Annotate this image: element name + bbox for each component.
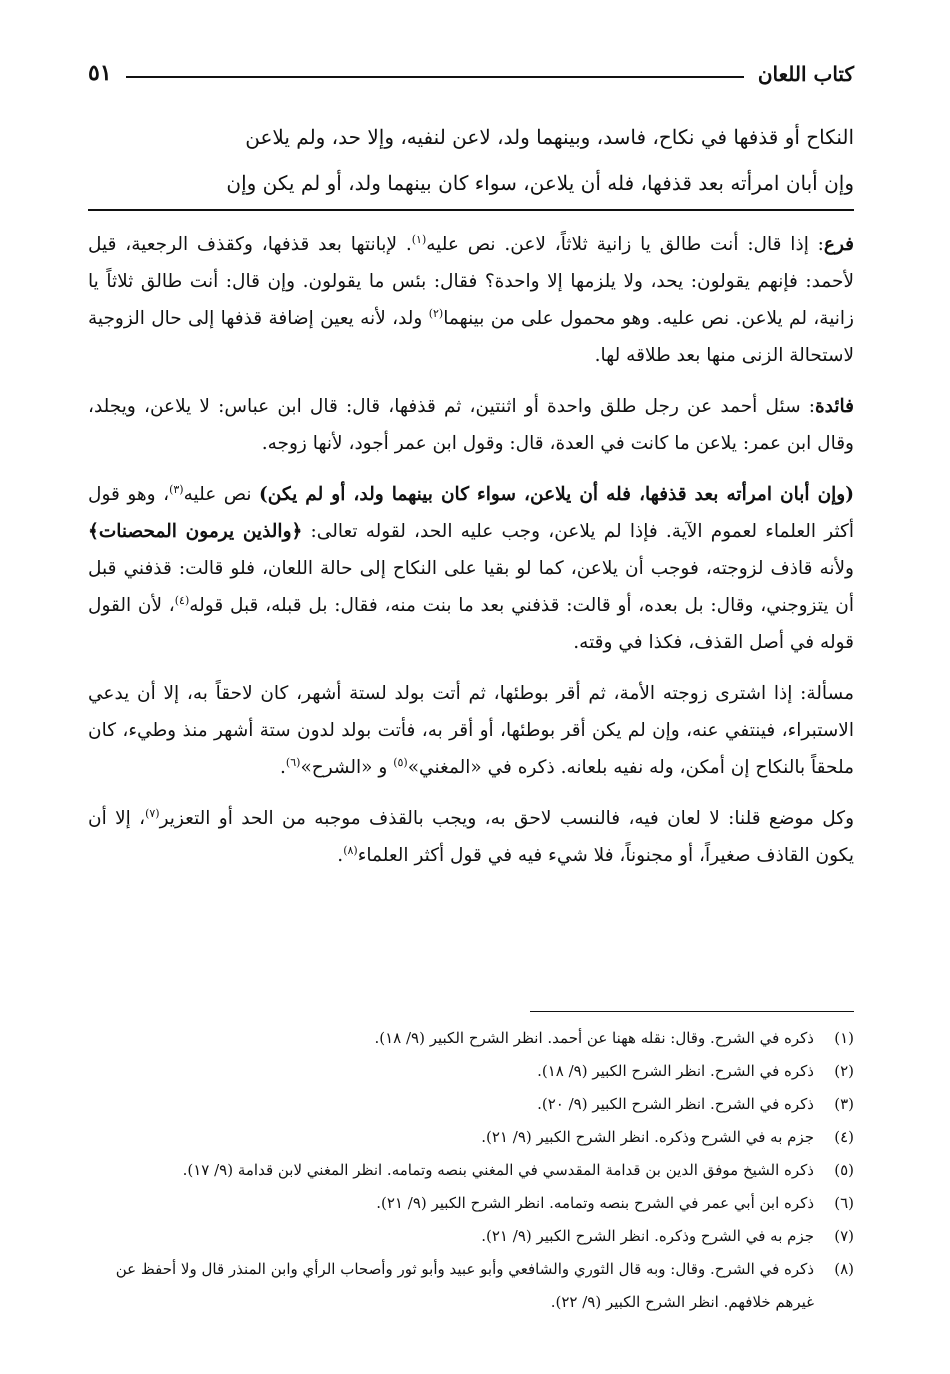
text-run: نص عليه <box>183 484 260 505</box>
text-run: ، وهو قول أكثر العلماء لعموم الآية. فإذا لم يلاعن، وجب عليه الحد، لقوله تعالى: <box>88 484 854 542</box>
footnote-number: (٣) <box>834 1095 854 1113</box>
commentary-paragraph-2 <box>88 388 854 462</box>
footnote-number: (١) <box>834 1029 854 1047</box>
footnote <box>88 1154 854 1187</box>
main-text <box>88 114 854 206</box>
footnote-ref[interactable]: (٧) <box>145 806 160 820</box>
footnote-ref[interactable]: (٥) <box>393 755 408 769</box>
footnote-text: ذكره في الشرح. وقال: وبه قال الثوري والشافعي وأبو عبيد وأبو ثور وأصحاب الرأي وابن المنذر قال ولا أحفظ عن غيرهم خلافهم. انظر الشرح الكبير (٩/ ٢٢). <box>115 1260 814 1311</box>
text-run: و «الشرح» <box>300 757 394 778</box>
text-run: ، إلا أن يكون القاذف صغيراً، أو مجنوناً، فلا شيء فيه في قول أكثر العلماء <box>88 808 854 866</box>
text-run: ولأنه قاذف لزوجته، فوجب أن يلاعن، كما لو بقيا على النكاح إلى حالة اللعان، فلو قالت: قذفني قبل أن يتزوجني، وقال: بل بعده، أو قالت: قذفني بعد ما بنت منه، فقال: بل قبله، قبل قوله <box>88 558 854 616</box>
main-text-line-2: وإن أبان امرأته بعد قذفها، فله أن يلاعن، سواء كان بينهما ولد، أو لم يكن وإن <box>226 171 854 195</box>
footnote <box>88 1121 854 1154</box>
commentary <box>88 226 854 888</box>
faida-label: فائدة <box>814 396 854 417</box>
footnote-ref[interactable]: (٦) <box>285 755 301 769</box>
footnote-text: ذكره الشيخ موفق الدين بن قدامة المقدسي في المغني بنصه وتمامه. انظر المغني لابن قدامة (٩/ ١٧). <box>182 1161 814 1179</box>
page-number: ٥١ <box>88 60 112 86</box>
chapter-title: كتاب اللعان <box>757 62 854 86</box>
header-rule <box>126 76 744 78</box>
quran-verse: ﴿والذين يرمون المحصنات﴾ <box>88 521 303 542</box>
text-run: ، لأن القول قوله في أصل القذف، فكذا في وقته. <box>88 595 854 653</box>
quoted-matn: (وإن أبان امرأته بعد قذفها، فله أن يلاعن، سواء كان بينهما ولد، أو لم يكن) <box>259 484 854 505</box>
footnote <box>88 1187 854 1220</box>
footnote <box>88 1253 854 1319</box>
footnote-number: (٧) <box>834 1227 854 1245</box>
footnote-number: (٢) <box>834 1062 854 1080</box>
footnote <box>88 1220 854 1253</box>
commentary-paragraph-5 <box>88 800 854 874</box>
footnote-divider <box>530 1011 854 1012</box>
commentary-paragraph-3 <box>88 476 854 661</box>
text-run: : سئل أحمد عن رجل طلق واحدة أو اثنتين، ثم قذفها، قال: قال ابن عباس: لا يلاعن، ويجلد، وقال ابن عمر: يلاعن ما كانت في العدة، قال: وقول ابن عمر أجود، لأنها زوجه. <box>88 396 854 454</box>
text-run: وكل موضع قلنا: لا لعان فيه، فالنسب لاحق به، ويجب بالقذف موجبه من الحد أو التعزير <box>159 808 854 829</box>
footnote-ref[interactable]: (١) <box>411 232 427 246</box>
footnote-ref[interactable]: (٢) <box>428 306 444 320</box>
footnote-ref[interactable]: (٤) <box>174 593 190 607</box>
commentary-paragraph-4 <box>88 675 854 786</box>
text-run: : إذا قال: أنت طالق يا زانية ثلاثاً، لاعن. نص عليه <box>426 234 824 255</box>
footnotes <box>88 1022 854 1319</box>
footnote <box>88 1022 854 1055</box>
footnote-number: (٦) <box>834 1194 854 1212</box>
footnote <box>88 1088 854 1121</box>
footnote-number: (٥) <box>834 1161 854 1179</box>
text-run: . <box>280 757 286 778</box>
page-header <box>88 56 854 86</box>
footnote-number: (٨) <box>834 1260 854 1278</box>
footnote-text: ذكره في الشرح. انظر الشرح الكبير (٩/ ٢٠). <box>537 1095 814 1113</box>
main-text-divider <box>88 209 854 211</box>
text-run: . <box>337 845 344 866</box>
text-run: . لإبانتها بعد قذفها، وكقذف الرجعية، قيل لأحمد: فإنهم يقولون: يحد، ولا يلزمها إلا واحدة؟ فقال: بئس ما يقولون. وإن قال: أنت طالق ثلاثاً يا زانية، لم يلاعن. نص عليه. وهو محمول على من بينهما <box>88 234 854 329</box>
footnote-ref[interactable]: (٣) <box>169 482 184 496</box>
footnote-text: ذكره ابن أبي عمر في الشرح بنصه وتمامه. انظر الشرح الكبير (٩/ ٢١). <box>376 1194 814 1212</box>
footnote-text: جزم به في الشرح وذكره. انظر الشرح الكبير (٩/ ٢١). <box>481 1227 814 1245</box>
far-label: فرع <box>823 234 854 255</box>
footnote-text: ذكره في الشرح. وقال: نقله ههنا عن أحمد. انظر الشرح الكبير (٩/ ١٨). <box>374 1029 814 1047</box>
footnote <box>88 1055 854 1088</box>
text-run: ولد، لأنه يعين إضافة قذفها إلى حال الزوجية لاستحالة الزنى منها بعد طلاقه لها. <box>88 308 854 366</box>
book-page <box>88 0 854 1374</box>
footnote-text: جزم به في الشرح وذكره. انظر الشرح الكبير (٩/ ٢١). <box>481 1128 814 1146</box>
commentary-paragraph-1 <box>88 226 854 374</box>
main-text-line-1: النكاح أو قذفها في نكاح، فاسد، وبينهما ولد، لاعن لنفيه، وإلا حد، ولم يلاعن <box>245 125 854 149</box>
footnote-text: ذكره في الشرح. انظر الشرح الكبير (٩/ ١٨). <box>537 1062 814 1080</box>
footnote-number: (٤) <box>834 1128 854 1146</box>
text-run: مسألة: إذا اشترى زوجته الأمة، ثم أقر بوطئها، ثم أتت بولد لستة أشهر، كان لاحقاً به، إلا أن يدعي الاستبراء، فينتفي عنه، وإن لم يكن أقر بوطئها، أو أقر به، فأتت بولد لدون ستة أشهر منذ وطيء، كان ملحقاً بالنكاح إن أمكن، وله نفيه بلعانه. ذكره في «المغني» <box>88 683 854 778</box>
footnote-ref[interactable]: (٨) <box>343 843 358 857</box>
